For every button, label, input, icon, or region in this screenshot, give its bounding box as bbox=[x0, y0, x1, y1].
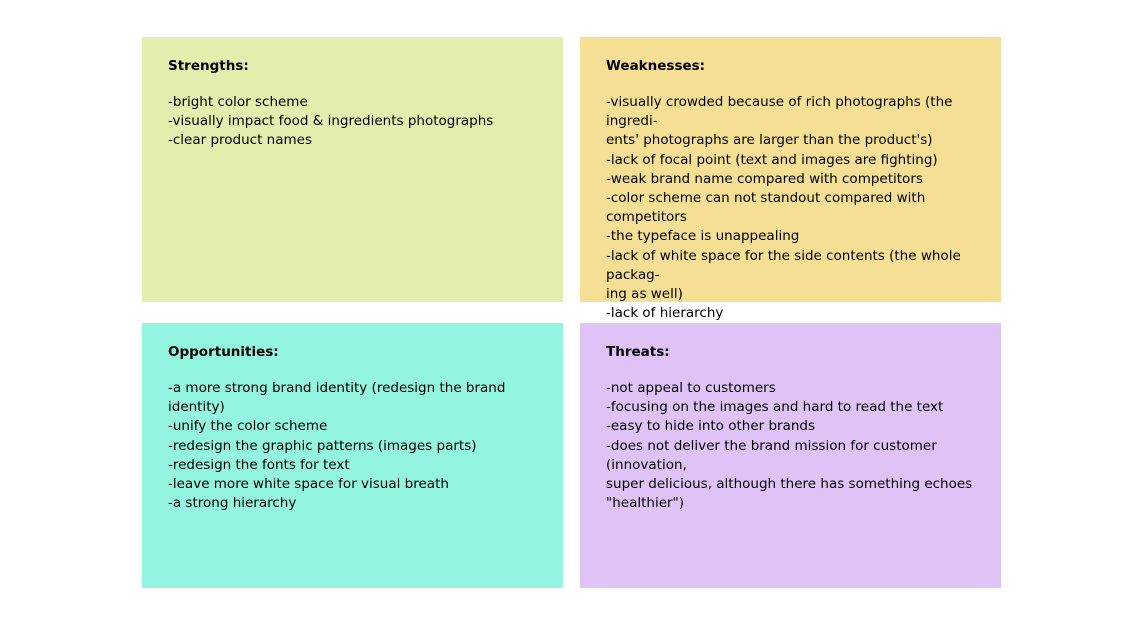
opportunities-card bbox=[142, 323, 563, 588]
opportunities-list-item: -redesign the graphic patterns (images parts) bbox=[168, 437, 477, 454]
weaknesses-list-item: -visually crowded because of rich photographs (the ingredi- ents' photographs are larger than the product's) bbox=[606, 94, 953, 149]
strengths-list-item: -clear product names bbox=[168, 132, 312, 149]
strengths-list bbox=[168, 93, 537, 151]
weaknesses-list-item: -weak brand name compared with competitors bbox=[606, 170, 923, 187]
opportunities-list-item: -leave more white space for visual breath bbox=[168, 476, 449, 493]
opportunities-list-item: -a strong hierarchy bbox=[168, 495, 297, 512]
weaknesses-card bbox=[580, 37, 1001, 322]
weaknesses-list-item: -lack of hierarchy bbox=[606, 305, 724, 322]
opportunities-title: Opportunities: bbox=[168, 344, 279, 360]
weaknesses-list-item: -lack of focal point (text and images are fighting) bbox=[606, 151, 938, 168]
threats-title: Threats: bbox=[606, 344, 670, 360]
threats-list-item: -easy to hide into other brands bbox=[606, 418, 816, 435]
strengths-list-item: -bright color scheme bbox=[168, 94, 308, 110]
weaknesses-list bbox=[606, 93, 975, 323]
threats-list-item: -not appeal to customers bbox=[606, 380, 776, 396]
threats-list-item: -focusing on the images and hard to read the text bbox=[606, 399, 944, 416]
threats-list bbox=[606, 379, 975, 513]
strengths-list-item: -visually impact food & ingredients photographs bbox=[168, 113, 494, 130]
strengths-card bbox=[142, 37, 563, 302]
opportunities-list-item: -a more strong brand identity (redesign the brand identity) bbox=[168, 380, 510, 416]
threats-list-item: -does not deliver the brand mission for customer (innovation, super delicious, although there has something echoes "healthier") bbox=[606, 437, 973, 512]
weaknesses-title: Weaknesses: bbox=[606, 58, 706, 74]
strengths-title: Strengths: bbox=[168, 58, 249, 74]
opportunities-list-item: -unify the color scheme bbox=[168, 418, 328, 435]
weaknesses-list-item: -color scheme can not standout compared with competitors bbox=[606, 190, 930, 226]
threats-card bbox=[580, 323, 1001, 588]
opportunities-list-item: -redesign the fonts for text bbox=[168, 456, 350, 473]
weaknesses-list-item: -lack of white space for the side contents (the whole packag- ing as well) bbox=[606, 247, 961, 303]
weaknesses-list-item: -the typeface is unappealing bbox=[606, 228, 800, 245]
opportunities-list bbox=[168, 379, 537, 513]
